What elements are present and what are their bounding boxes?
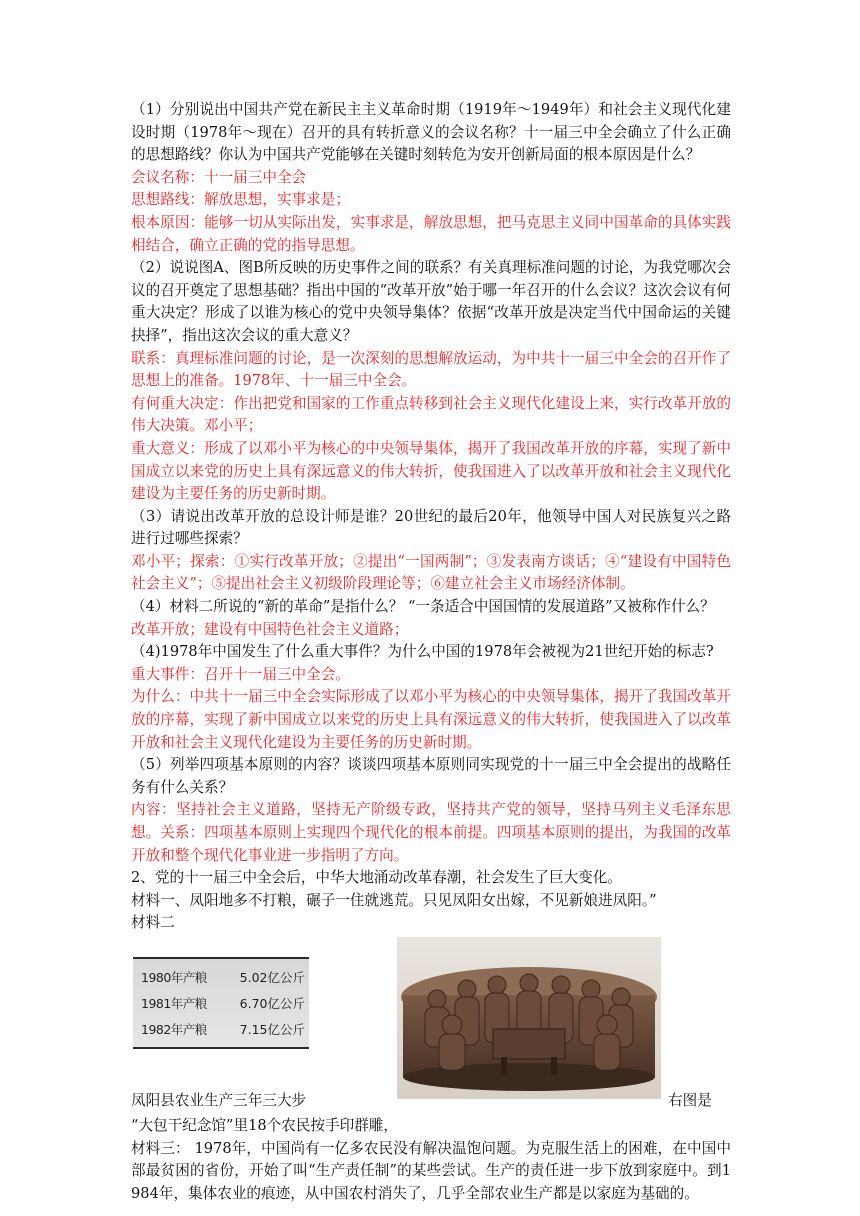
grain-row <box>141 967 305 990</box>
question-4: （4）材料二所说的“新的革命”是指什么？ “一条适合中国国情的发展道路”又被称作什么？ <box>131 598 715 616</box>
question-1: （1）分别说出中国共产党在新民主主义革命时期（1919年～1949年）和社会主义现代化建设时期（1978年～现在）召开的具有转折意义的会议名称？十一届三中全会确立了什么正确的思想路线？你认为中国共产党能够在关键时刻转危为安开创新局面的根本原因是什么？ <box>131 101 731 164</box>
answer-4b-event: 重大事件：召开十一届三中全会。 <box>131 665 350 683</box>
answer-2-decision: 有何重大决定：作出把党和国家的工作重点转移到社会主义现代化建设上来，实行改革开放的伟大决策。邓小平； <box>131 394 731 435</box>
grain-row <box>141 1019 305 1042</box>
grain-value: 5.02亿公斤 <box>239 969 305 985</box>
grain-year: 1980年产粮 <box>141 969 207 985</box>
material-1: 材料一、凤阳地多不打粮，碾子一住就逃荒。只见凤阳女出嫁，不见新娘进凤阳。” <box>131 891 657 909</box>
grain-value: 7.15亿公斤 <box>239 1021 305 1037</box>
material-2-label: 材料二 <box>131 914 175 932</box>
table-caption: 凤阳县农业生产三年三大步 <box>131 1091 307 1109</box>
answer-2-link: 联系：真理标准问题的讨论，是一次深刻的思想解放运动，为中共十一届三中全会的召开作了思想上的准备。1978年、十一届三中全会。 <box>131 349 731 390</box>
grain-output-table-image <box>133 957 309 1049</box>
answer-1-line: 思想路线：解放思想，实事求是； <box>131 191 350 209</box>
answer-1-reason: 根本原因：能够一切从实际出发，实事求是，解放思想，把马克思主义同中国革命的具体实践相结合，确立正确的党的指导思想。 <box>131 213 731 254</box>
answer-4: 改革开放；建设有中国特色社会主义道路； <box>131 620 409 638</box>
question-3: （3）请说出改革开放的总设计师是谁？20世纪的最后20年，他领导中国人对民族复兴之路进行过哪些探索？ <box>131 507 731 548</box>
answer-5: 内容：坚持社会主义道路，坚持无产阶级专政，坚持共产党的领导，坚持马列主义毛泽东思想。关系：四项基本原则上实现四个现代化的根本前提。四项基本原则的提出，为我国的改革开放和整个现代化事业进一步指明了方向。 <box>131 801 731 864</box>
photo-caption-continued: “大包干纪念馆”里18个农民按手印群雕， <box>131 1116 398 1134</box>
fingerprint-sculpture-photo <box>397 937 661 1099</box>
grain-row <box>141 993 305 1016</box>
question-2: （2）说说图A、图B所反映的历史事件之间的联系？有关真理标准问题的讨论，为我党哪次会议的召开奠定了思想基础？指出中国的“改革开放”始于哪一年召开的什么会议？这次会议有何重大决定？形成了以谁为核心的党中央领导集体？依据“改革开放是决定当代中国命运的关键抉择”，指出这次会议的重大意义？ <box>131 259 731 344</box>
material-3: 材料三： 1978年，中国尚有一亿多农民没有解决温饱问题。为克服生活上的困难，在中国中部最贫困的省份，开始了叫“生产责任制”的某些尝试。生产的责任进一步下放到家庭中。到1984年，集体农业的痕迹，从中国农村消失了，几乎全部农业生产都是以家庭为基础的。 <box>131 1139 731 1202</box>
grain-year: 1981年产粮 <box>141 995 207 1011</box>
answer-1-meeting: 会议名称：十一届三中全会 <box>131 168 307 186</box>
answer-2-significance: 重大意义：形成了以邓小平为核心的中央领导集体，揭开了我国改革开放的序幕，实现了新中国成立以来党的历史上具有深远意义的伟大转折，使我国进入了以改革开放和社会主义现代化建设为主要任务的历史新时期。 <box>131 439 731 503</box>
question-5: （5）列举四项基本原则的内容？谈谈四项基本原则同实现党的十一届三中全会提出的战略任务有什么关系？ <box>131 756 731 796</box>
material-2-figures <box>131 937 731 1115</box>
document-page <box>131 99 731 1205</box>
photo-caption-start: 右图是 <box>668 1091 712 1109</box>
sculpture-illustration <box>397 937 661 1099</box>
question-4b: （4)1978年中国发生了什么重大事件？为什么中国的1978年会被视为21世纪开始的标志? <box>131 643 714 661</box>
grain-year: 1982年产粮 <box>141 1021 207 1037</box>
answer-4b-why: 为什么：中共十一届三中全会实际形成了以邓小平为核心的中央领导集体，揭开了我国改革开放的序幕，实现了新中国成立以来党的历史上具有深远意义的伟大转折，使我国进入了以改革开放和社会主义现代化建设为主要任务的历史新时期。 <box>131 688 731 751</box>
answer-3: 邓小平；探索：①实行改革开放；②提出“一国两制”；③发表南方谈话；④“建设有中国特色社会主义”；⑤提出社会主义初级阶段理论等；⑥建立社会主义市场经济体制。 <box>131 552 731 593</box>
grain-value: 6.70亿公斤 <box>239 995 305 1011</box>
part-2-intro: 2、党的十一届三中全会后，中华大地涌动改革春潮，社会发生了巨大变化。 <box>131 869 622 887</box>
